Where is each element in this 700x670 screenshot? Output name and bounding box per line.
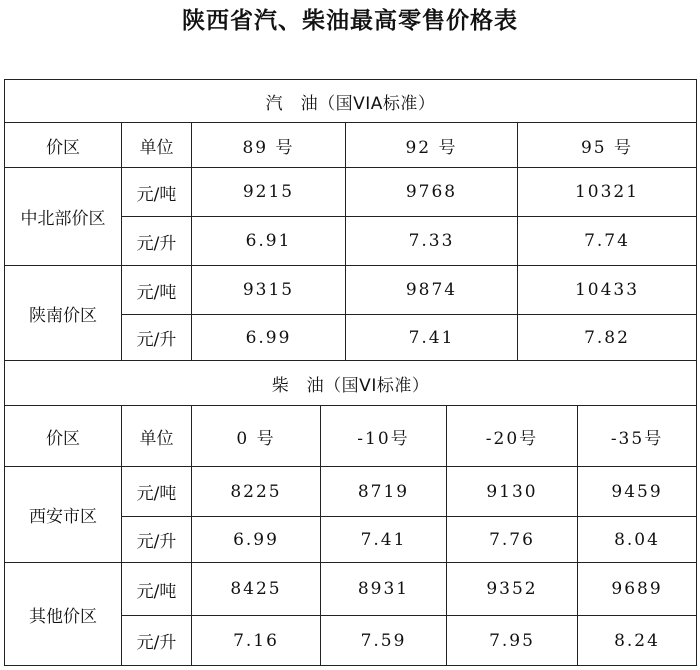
diesel-price-table <box>4 360 697 666</box>
price-cell: 7.95 <box>447 616 578 666</box>
header-grade-minus20: -20号 <box>447 406 578 467</box>
price-cell: 10321 <box>518 168 697 217</box>
header-region: 价区 <box>5 123 122 168</box>
table-row <box>5 266 697 315</box>
price-cell: 9315 <box>192 266 346 315</box>
price-cell: 7.59 <box>321 616 447 666</box>
header-grade-minus10: -10号 <box>321 406 447 467</box>
price-cell: 7.76 <box>447 517 578 563</box>
region-name: 西安市区 <box>5 467 122 563</box>
header-unit: 单位 <box>122 123 192 168</box>
unit-cell: 元/吨 <box>122 467 192 517</box>
page-title: 陕西省汽、柴油最高零售价格表 <box>182 8 518 34</box>
unit-cell: 元/升 <box>122 517 192 563</box>
price-cell: 6.99 <box>192 517 321 563</box>
price-cell: 8.24 <box>578 616 697 666</box>
price-cell: 8425 <box>192 563 321 616</box>
header-grade-minus35: -35号 <box>578 406 697 467</box>
unit-cell: 元/升 <box>122 315 192 361</box>
price-cell: 9215 <box>192 168 346 217</box>
region-name: 中北部价区 <box>5 168 122 266</box>
unit-cell: 元/升 <box>122 616 192 666</box>
price-cell: 6.99 <box>192 315 346 361</box>
price-cell: 9689 <box>578 563 697 616</box>
region-name: 其他价区 <box>5 563 122 666</box>
diesel-banner: 柴 油（国VI标准） <box>5 361 697 406</box>
price-cell: 10433 <box>518 266 697 315</box>
gasoline-banner: 汽 油（国VIA标准） <box>5 80 697 123</box>
price-cell: 7.33 <box>346 217 518 266</box>
price-cell: 6.91 <box>192 217 346 266</box>
price-cell: 9459 <box>578 467 697 517</box>
price-cell: 7.82 <box>518 315 697 361</box>
region-name: 陕南价区 <box>5 266 122 361</box>
header-grade-89: 89 号 <box>192 123 346 168</box>
unit-cell: 元/升 <box>122 217 192 266</box>
price-cell: 8719 <box>321 467 447 517</box>
table-row <box>5 168 697 217</box>
unit-cell: 元/吨 <box>122 563 192 616</box>
unit-cell: 元/吨 <box>122 168 192 217</box>
header-unit: 单位 <box>122 406 192 467</box>
price-cell: 7.74 <box>518 217 697 266</box>
price-cell: 8.04 <box>578 517 697 563</box>
price-cell: 7.16 <box>192 616 321 666</box>
header-region: 价区 <box>5 406 122 467</box>
unit-cell: 元/吨 <box>122 266 192 315</box>
header-grade-95: 95 号 <box>518 123 697 168</box>
table-row <box>5 467 697 517</box>
price-cell: 8931 <box>321 563 447 616</box>
price-cell: 8225 <box>192 467 321 517</box>
price-cell: 7.41 <box>346 315 518 361</box>
table-row <box>5 563 697 616</box>
price-cell: 9352 <box>447 563 578 616</box>
price-cell: 9874 <box>346 266 518 315</box>
price-cell: 7.41 <box>321 517 447 563</box>
header-grade-92: 92 号 <box>346 123 518 168</box>
price-cell: 9130 <box>447 467 578 517</box>
header-grade-0: 0 号 <box>192 406 321 467</box>
gasoline-price-table <box>4 79 697 361</box>
price-cell: 9768 <box>346 168 518 217</box>
